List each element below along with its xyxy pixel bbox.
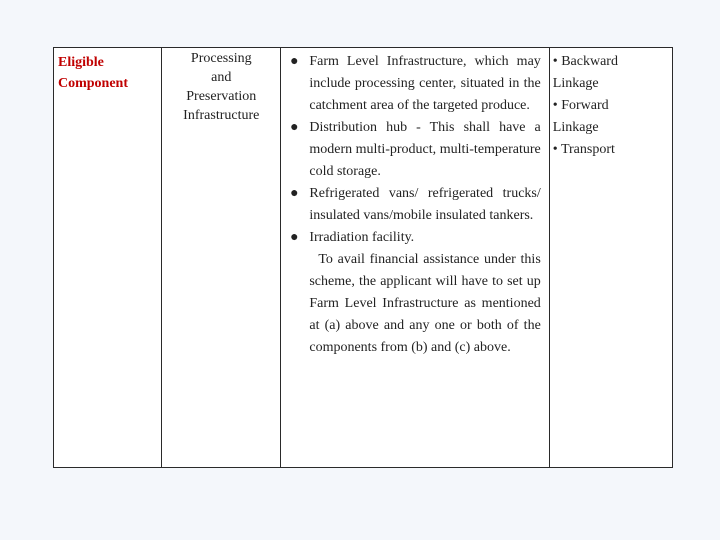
list-item [285,227,540,249]
list-item [285,51,540,117]
component-name-cell [162,48,281,468]
transport-label: Transport [560,142,615,157]
eligibility-note: To avail financial assistance under this scheme, the applicant will have to set up Farm Level Infrastructure as mentioned at (a) above and any one or both of the components from (b) and (c) above. [309,252,541,355]
linkage-label: Linkage [552,76,599,91]
bullet-icon: ● [290,186,299,201]
bullet-icon: • [552,98,558,113]
backward-linkage [553,51,670,95]
bullet-icon: ● [290,54,299,69]
component-name-line: Preservation [186,89,257,104]
transport-linkage [553,139,670,161]
forward-linkage [553,95,670,139]
backward-label: Backward [561,54,618,69]
list-item-text: Distribution hub - This shall have a modern multi-product, multi-temperature cold storage. [309,120,541,179]
bullet-icon: ● [290,120,299,135]
eligible-label: Eligible [58,55,104,70]
scheme-table [53,47,673,468]
list-item [285,117,540,183]
details-list [285,51,540,249]
list-item [285,183,540,227]
eligible-component-cell [54,48,162,468]
component-label: Component [58,76,129,91]
linkage-label: Linkage [552,120,599,135]
component-name-line: and [211,70,232,85]
bullet-icon: ● [290,230,299,245]
list-item-text: Irradiation facility. [309,230,415,245]
table-row [54,48,673,468]
list-item-text: Farm Level Infrastructure, which may include processing center, situated in the catchment area of the targeted produce. [309,54,541,113]
forward-label: Forward [561,98,609,113]
component-details-cell [281,48,549,468]
component-name-line: Processing [190,51,252,66]
list-item-text: Refrigerated vans/ refrigerated trucks/ insulated vans/mobile insulated tankers. [309,186,541,223]
component-name-line: Infrastructure [183,108,260,123]
linkages-cell [549,48,672,468]
bullet-icon: • [552,54,558,69]
bullet-icon: • [552,142,558,157]
